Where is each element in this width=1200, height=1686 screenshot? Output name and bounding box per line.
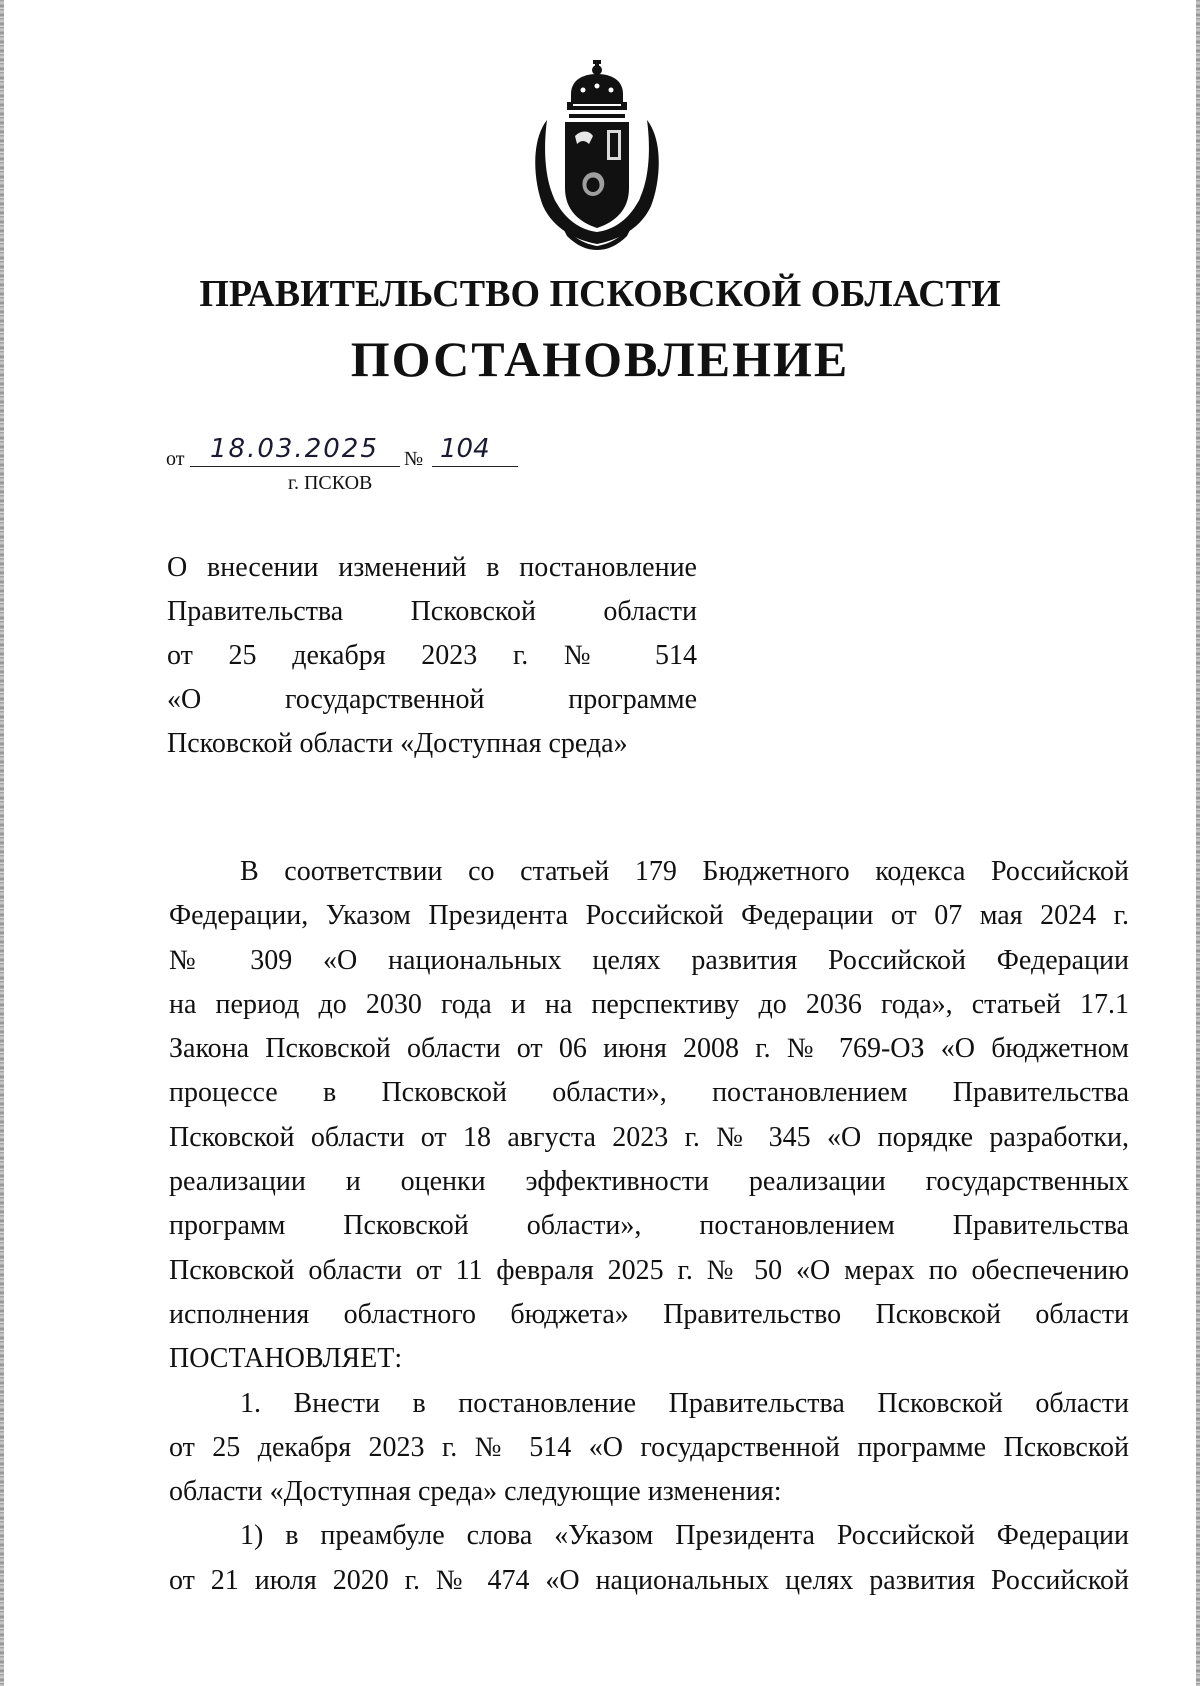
body-line: от 25 декабря 2023 г. № 514 «О государственной программе Псковской	[169, 1431, 1129, 1463]
body-line: Псковской области от 11 февраля 2025 г. № 50 «О мерах по обеспечению	[169, 1254, 1129, 1286]
subject-line: Правительства Псковской области	[167, 596, 697, 627]
handwritten-date: 18.03.2025	[210, 434, 379, 464]
body-line: 1) в преамбуле слова «Указом Президента Российской Федерации	[240, 1520, 1129, 1552]
subject-line: от 25 декабря 2023 г. № 514	[167, 640, 697, 671]
subject-line: Псковской области «Доступная среда»	[167, 728, 628, 759]
date-prefix: от	[166, 448, 185, 470]
scan-edge-left	[0, 0, 4, 1686]
city-label: г. ПСКОВ	[288, 472, 373, 494]
pskov-coat-of-arms-icon	[527, 60, 667, 250]
body-line: исполнения областного бюджета» Правительство Псковской области	[169, 1298, 1129, 1330]
date-field	[190, 434, 400, 467]
body-line: реализации и оценки эффективности реализации государственных	[169, 1166, 1129, 1198]
document-body	[169, 850, 1129, 1603]
body-line: от 21 июля 2020 г. № 474 «О национальных целях развития Российской	[169, 1564, 1129, 1596]
document-subject	[167, 546, 697, 766]
body-line: В соответствии со статьей 179 Бюджетного кодекса Российской	[240, 856, 1129, 887]
subject-line: О внесении изменений в постановление	[167, 552, 697, 583]
body-line: процессе в Псковской области», постановлением Правительства	[169, 1077, 1129, 1109]
body-line: Закона Псковской области от 06 июня 2008 г. № 769-ОЗ «О бюджетном	[169, 1033, 1129, 1065]
body-line: 1. Внести в постановление Правительства Псковской области	[240, 1387, 1129, 1419]
handwritten-number: 104	[440, 434, 490, 464]
body-line: ПОСТАНОВЛЯЕТ:	[169, 1343, 403, 1375]
body-line: на период до 2030 года и на перспективу до 2036 года», статьей 17.1	[169, 988, 1129, 1020]
body-line: области «Доступная среда» следующие изменения:	[169, 1476, 782, 1508]
body-line: программ Псковской области», постановлением Правительства	[169, 1210, 1129, 1242]
subject-line: «О государственной программе	[167, 684, 697, 715]
organization-title: ПРАВИТЕЛЬСТВО ПСКОВСКОЙ ОБЛАСТИ	[199, 273, 1001, 315]
number-field	[432, 434, 518, 467]
body-line: Псковской области от 18 августа 2023 г. № 345 «О порядке разработки,	[169, 1121, 1129, 1153]
body-line: № 309 «О национальных целях развития Российской Федерации	[169, 944, 1129, 976]
scan-edge-right	[1196, 0, 1200, 1686]
number-sign: №	[404, 448, 424, 470]
document-type-title: ПОСТАНОВЛЕНИЕ	[350, 331, 850, 387]
body-line: Федерации, Указом Президента Российской Федерации от 07 мая 2024 г.	[169, 900, 1129, 932]
